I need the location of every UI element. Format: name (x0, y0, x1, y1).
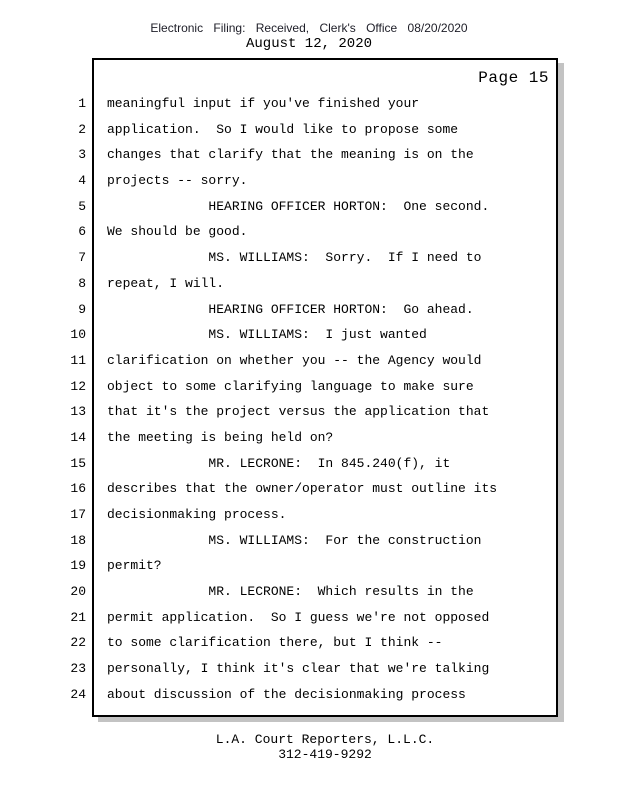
transcript-lines (60, 96, 600, 713)
line-number: 11 (70, 352, 86, 368)
line-text: MR. LECRONE: In 845.240(f), it (107, 455, 451, 471)
line-text: application. So I would like to propose some (107, 121, 459, 137)
reporter-footer (92, 732, 558, 762)
transcript-line (60, 173, 600, 199)
transcript-line (60, 533, 600, 559)
transcript-line (60, 635, 600, 661)
transcript-line (60, 379, 600, 405)
transcript-line (60, 327, 600, 353)
line-number: 19 (70, 558, 86, 574)
line-text: HEARING OFFICER HORTON: One second. (107, 198, 490, 214)
line-text: that it's the project versus the application that (107, 404, 490, 420)
transcript-line (60, 481, 600, 507)
line-number: 13 (70, 404, 86, 420)
line-number: 24 (70, 686, 86, 702)
transcript-line (60, 507, 600, 533)
transcript-line (60, 353, 600, 379)
line-number: 22 (70, 635, 86, 651)
line-text: permit application. So I guess we're not opposed (107, 609, 490, 625)
line-text: MR. LECRONE: Which results in the (107, 584, 474, 600)
line-number: 5 (78, 198, 86, 214)
line-text: changes that clarify that the meaning is on the (107, 147, 474, 163)
transcript-line (60, 122, 600, 148)
line-number: 10 (70, 327, 86, 343)
line-text: the meeting is being held on? (107, 429, 334, 445)
line-number: 7 (78, 250, 86, 266)
line-text: repeat, I will. (107, 275, 225, 291)
line-number: 12 (70, 378, 86, 394)
transcript-line (60, 250, 600, 276)
transcript-line (60, 456, 600, 482)
line-text: describes that the owner/operator must outline its (107, 481, 498, 497)
transcript-line (60, 276, 600, 302)
hearing-date: August 12, 2020 (245, 36, 373, 52)
transcript-line (60, 661, 600, 687)
efiling-stamp: Electronic Filing: Received, Clerk's Office 08/20/2020 (150, 21, 468, 35)
line-text: meaningful input if you've finished your (107, 96, 420, 111)
line-number: 17 (70, 507, 86, 522)
line-text: MS. WILLIAMS: For the construction (107, 532, 482, 548)
line-text: MS. WILLIAMS: Sorry. If I need to (107, 250, 482, 266)
line-number: 18 (70, 532, 86, 548)
line-text: personally, I think it's clear that we're talking (107, 661, 490, 677)
line-number: 3 (78, 147, 86, 163)
transcript-line (60, 687, 600, 713)
transcript-line (60, 224, 600, 250)
line-text: object to some clarifying language to make sure (107, 378, 474, 394)
line-number: 8 (78, 275, 86, 291)
line-number: 15 (70, 455, 86, 471)
transcript-line (60, 584, 600, 610)
line-text: permit? (107, 558, 162, 574)
line-text: projects -- sorry. (107, 173, 248, 189)
line-text: about discussion of the decisionmaking process (107, 686, 466, 702)
line-number: 9 (78, 301, 86, 317)
line-number: 4 (78, 173, 86, 189)
line-text: to some clarification there, but I think -- (107, 635, 443, 651)
line-text: decisionmaking process. (107, 507, 287, 522)
transcript-line (60, 96, 600, 122)
line-number: 6 (78, 224, 86, 240)
line-number: 20 (70, 584, 86, 600)
transcript-line (60, 147, 600, 173)
line-number: 2 (78, 121, 86, 137)
line-text: clarification on whether you -- the Agency would (107, 352, 482, 368)
page-number-label: Page 15 (478, 69, 549, 87)
transcript-line (60, 610, 600, 636)
transcript-line (60, 302, 600, 328)
transcript-line (60, 404, 600, 430)
transcript-line (60, 558, 600, 584)
line-text: HEARING OFFICER HORTON: Go ahead. (107, 301, 474, 317)
line-number: 23 (70, 661, 86, 677)
line-text: MS. WILLIAMS: I just wanted (107, 327, 427, 343)
reporter-phone: 312-419-9292 (278, 747, 372, 762)
line-number: 1 (78, 96, 86, 111)
reporter-company: L.A. Court Reporters, L.L.C. (215, 732, 435, 747)
transcript-line (60, 430, 600, 456)
line-number: 21 (70, 609, 86, 625)
line-number: 14 (70, 429, 86, 445)
line-text: We should be good. (107, 224, 248, 240)
line-number: 16 (70, 481, 86, 497)
efiling-header (0, 21, 618, 52)
transcript-line (60, 199, 600, 225)
